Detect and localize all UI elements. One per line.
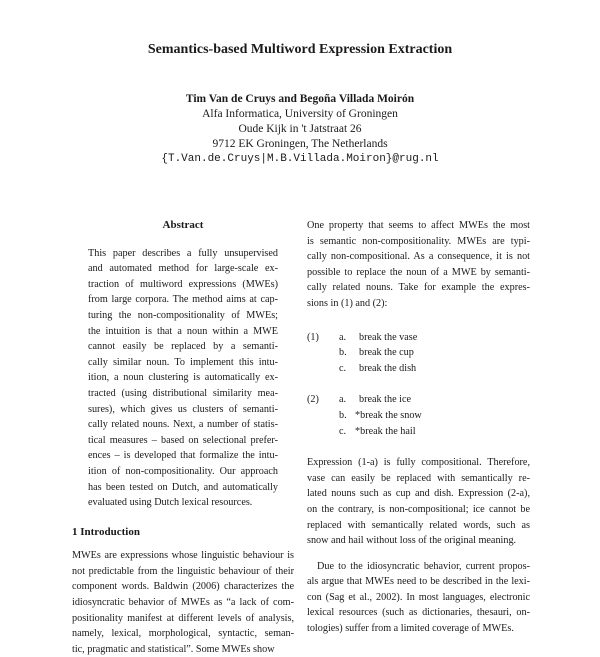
abstract-body xyxy=(72,246,294,511)
example-2-label: c. xyxy=(339,425,347,437)
abstract-line: from large corpora. The method aims at cap- xyxy=(88,294,278,306)
abstract-line: evaluated using Dutch lexical resources. xyxy=(88,497,253,509)
affiliation-line: Alfa Informatica, University of Groningen xyxy=(202,108,398,120)
discussion-line: replaced with semantically related words, such as xyxy=(307,519,530,531)
example-1-label: c. xyxy=(339,362,347,374)
compositionality-line: One property that seems to affect MWEs the most xyxy=(307,220,530,231)
compositionality-line: possible to replace the noun of a MWE by semanti- xyxy=(307,266,530,278)
city-line: 9712 EK Groningen, The Netherlands xyxy=(212,138,388,150)
intro-line: not predictable from the linguistic behaviour of their xyxy=(72,565,294,577)
abstract-line: cannot easily be replaced by a semanti- xyxy=(88,341,278,353)
intro-line: positionality manifest at different levels of analysis, xyxy=(72,612,294,624)
example-1-text: break the dish xyxy=(359,362,417,374)
intro-line: tic, pragmatic and statistical”. Some MWEs show xyxy=(72,643,275,655)
example-1-text: break the vase xyxy=(359,331,418,343)
introduction-body xyxy=(72,548,294,657)
discussion-line: snow and hail without loss of the original meaning. xyxy=(307,535,517,547)
compositionality-line: sions in (1) and (2): xyxy=(307,297,388,309)
example-2-text: *break the hail xyxy=(355,425,416,437)
abstract-line: and automated method for large-scale ex- xyxy=(88,263,278,275)
abstract-line: turing the non-compositionality of MWEs; xyxy=(88,309,278,321)
lexicon-line: als argue that MWEs need to be described in the lexi- xyxy=(307,576,530,588)
intro-line: namely, lexical, morphological, syntactic, seman- xyxy=(72,628,294,640)
abstract-heading: Abstract xyxy=(162,219,204,231)
discussion-line: on the contrary, is non-compositional; ice cannot be xyxy=(307,503,530,515)
example-2-text: *break the snow xyxy=(355,409,422,421)
abstract-line: tracted (using distributional similarity mea- xyxy=(88,387,278,399)
example-2 xyxy=(307,392,530,439)
example-1-label: a. xyxy=(339,331,347,343)
discussion-line: vase can easily be replaced with semantically re- xyxy=(307,472,530,484)
example-2-item xyxy=(307,408,530,424)
abstract-line: ition, a noun clustering is automatically ex- xyxy=(88,372,278,384)
abstract-line: traction of multiword expressions (MWEs) xyxy=(88,278,278,290)
abstract-line: ences – is developed that formalize the intu- xyxy=(88,450,278,462)
abstract-line: This paper describes a fully unsupervised xyxy=(88,247,278,259)
abstract-line: cally similar noun. To implement this intu- xyxy=(88,356,278,368)
compositionality-line: cally related nouns. Take for example the expres- xyxy=(307,282,530,294)
example-1-item xyxy=(307,345,530,361)
example-2-item xyxy=(307,424,530,440)
paragraph-lexicon xyxy=(307,559,530,637)
example-2-label: a. xyxy=(339,394,347,406)
abstract-line: the intuition is that a noun within a MWE xyxy=(88,325,278,337)
lexicon-line: lexical resources (such as dictionaries, thesauri, on- xyxy=(307,607,530,619)
example-2-text: break the ice xyxy=(359,394,412,406)
example-2-number: (2) xyxy=(307,394,319,406)
lexicon-line: Due to the idiosyncratic behavior, current propos- xyxy=(317,560,530,572)
example-1-text: break the cup xyxy=(359,347,414,359)
abstract-line: cally related nouns. Next, a number of statis- xyxy=(88,419,278,431)
example-1-item xyxy=(307,361,530,377)
paper-title: Semantics-based Multiword Expression Extraction xyxy=(147,42,453,57)
left-column xyxy=(72,218,294,657)
lexicon-line: tologies) suffer from a limited coverage of MWEs. xyxy=(307,623,514,635)
compositionality-line: is semantic non-compositionality. MWEs are typi- xyxy=(307,235,530,247)
intro-line: MWEs are expressions whose linguistic behaviour is xyxy=(72,550,294,562)
example-1 xyxy=(307,330,530,377)
abstract-line: sures), which gives us clusters of semanti- xyxy=(88,403,278,415)
intro-line: idiosyncratic behavior of MWEs as “a lack of com- xyxy=(72,597,294,609)
author-email: {T.Van.de.Cruys|M.B.Villada.Moiron}@rug.nl xyxy=(161,153,439,165)
example-1-item xyxy=(307,330,530,346)
author-block xyxy=(0,92,600,167)
example-1-label: b. xyxy=(339,347,347,359)
address-line: Oude Kijk in 't Jatstraat 26 xyxy=(238,123,362,135)
compositionality-line: cally non-compositional. As a consequence, it is not xyxy=(307,251,530,263)
example-2-label: b. xyxy=(339,409,347,421)
right-column xyxy=(307,218,530,637)
example-1-number: (1) xyxy=(307,331,319,343)
abstract-line: has been tested on Dutch, and automatically xyxy=(88,481,278,493)
abstract-line: ition of non-compositionality. Our approach xyxy=(88,465,278,477)
paragraph-compositionality xyxy=(307,218,530,312)
section-heading-introduction: 1 Introduction xyxy=(72,525,140,538)
lexicon-line: con (Sag et al., 2002). In most languages, electronic xyxy=(307,591,530,603)
abstract-line: tical measures – based on selectional prefer- xyxy=(88,434,278,446)
discussion-line: Expression (1-a) is fully compositional. Therefore, xyxy=(307,457,530,469)
author-names: Tim Van de Cruys and Begoña Villada Moirón xyxy=(185,93,415,105)
example-2-item xyxy=(307,392,530,408)
paragraph-examples-discussion xyxy=(307,455,530,549)
discussion-line: lated nouns such as cup and dish. Expression (2-a), xyxy=(307,488,530,500)
intro-line: component words. Baldwin (2006) characterizes the xyxy=(72,581,294,593)
